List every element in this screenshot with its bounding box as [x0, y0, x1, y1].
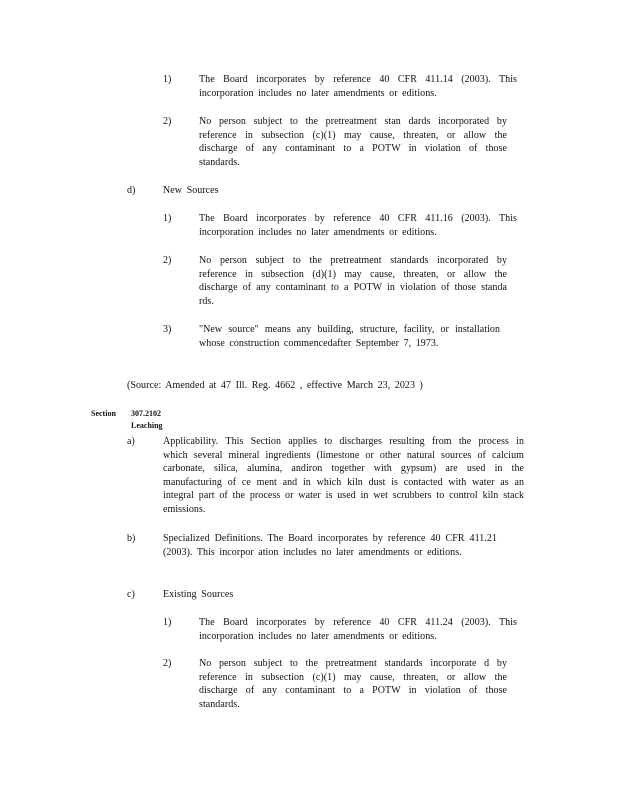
item-text: No person subject to the pretreatment stan dards incorporated by reference in subsection (c)(1) may cause, threaten, or allow the discharge of any contaminant to a POTW in violation of those standards. — [199, 116, 507, 168]
item-text: Applicability. This Section applies to discharges resulting from the process in which several mineral ingredients (limestone or other natural sources of calcium carbonate, silica, alumina, andiron together with gypsum) are used in the manufacturing of ce ment and in which kiln dust is contacted with water as an integral part of the process or water is used in wet scrubbers to control kiln stack emissions. — [163, 436, 524, 515]
item-label: a) — [127, 436, 135, 447]
item-label: 3) — [163, 324, 172, 335]
item-label: b) — [127, 533, 136, 544]
item-label: 2) — [163, 658, 172, 669]
item-text: The Board incorporates by reference 40 CFR 411.14 (2003). This incorporation includes no later amendments or editions. — [199, 74, 517, 99]
item-text: No person subject to the pretreatment standards incorporate d by reference in subsection (c)(1) may cause, threaten, or allow the discharge of any contaminant to a POTW in violation of those standards. — [199, 658, 507, 710]
item-label: d) — [127, 185, 136, 196]
item-label: 1) — [163, 74, 172, 85]
item-label: 2) — [163, 255, 172, 266]
item-text: "New source" means any building, structure, facility, or installation whose construction commencedafter September 7, 1973. — [199, 324, 500, 349]
item-text: The Board incorporates by reference 40 CFR 411.24 (2003). This incorporation includes no later amendments or editions. — [199, 617, 517, 642]
section-title: 307.2102 Leaching — [131, 409, 163, 430]
subsection-heading: Existing Sources — [163, 589, 234, 600]
item-text: Specialized Definitions. The Board incorporates by reference 40 CFR 411.21 (2003). This incorpor ation includes no later amendments or editions. — [163, 533, 497, 558]
item-label: 1) — [163, 213, 172, 224]
item-label: 2) — [163, 116, 172, 127]
item-text: No person subject to the pretreatment standards incorporated by reference in subsection (d)(1) may cause, threaten, or allow the discharge of any contaminant to a POTW in violation of those standa rds. — [199, 255, 507, 307]
source-note: (Source: Amended at 47 Ill. Reg. 4662 , effective March 23, 2023 ) — [127, 380, 423, 391]
subsection-heading: New Sources — [163, 185, 219, 196]
item-label: c) — [127, 589, 135, 600]
item-label: 1) — [163, 617, 172, 628]
section-label: Section — [91, 409, 116, 418]
item-text: The Board incorporates by reference 40 CFR 411.16 (2003). This incorporation includes no later amendments or editions. — [199, 213, 517, 238]
